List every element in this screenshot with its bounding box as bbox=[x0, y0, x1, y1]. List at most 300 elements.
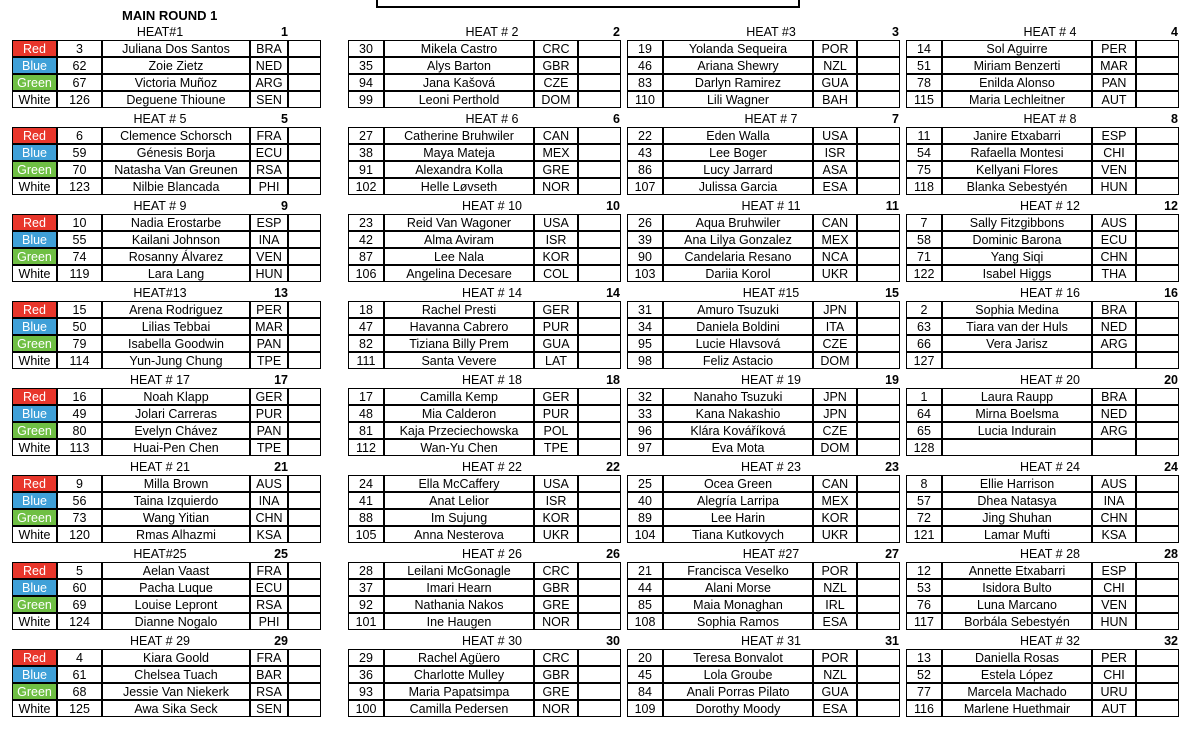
seed-number: 79 bbox=[57, 335, 102, 352]
heat-title: HEAT # 8 bbox=[1023, 112, 1077, 126]
seed-number: 104 bbox=[627, 526, 663, 543]
surfer-name: Jessie Van Niekerk bbox=[102, 683, 250, 700]
table-row bbox=[624, 614, 901, 631]
surfer-name: Laura Raupp bbox=[942, 388, 1092, 405]
country-code: PER bbox=[250, 301, 288, 318]
country-code: UKR bbox=[813, 265, 857, 282]
surfer-name: Nathania Nakos bbox=[384, 596, 534, 613]
country-code: ASA bbox=[813, 161, 857, 178]
table-row bbox=[624, 476, 901, 493]
jersey-color-label: Red bbox=[12, 649, 57, 666]
table-row bbox=[624, 667, 901, 684]
surfer-name: Anali Porras Pilato bbox=[663, 683, 813, 700]
table-row bbox=[345, 92, 622, 109]
country-code: DOM bbox=[813, 439, 857, 456]
seed-number: 54 bbox=[906, 144, 942, 161]
seed-number: 10 bbox=[57, 214, 102, 231]
country-code: CRC bbox=[534, 40, 578, 57]
surfer-name: Zoie Zietz bbox=[102, 57, 250, 74]
country-code: MEX bbox=[534, 144, 578, 161]
country-code: MEX bbox=[813, 231, 857, 248]
seed-number: 121 bbox=[906, 526, 942, 543]
country-code: INA bbox=[1092, 492, 1136, 509]
surfer-name: Mikela Castro bbox=[384, 40, 534, 57]
country-code: PAN bbox=[250, 335, 288, 352]
result-cell bbox=[288, 683, 321, 700]
heat-header bbox=[903, 546, 1180, 562]
heat-title: HEAT # 21 bbox=[130, 460, 190, 474]
heat-block bbox=[345, 546, 622, 633]
seed-number: 115 bbox=[906, 91, 942, 108]
seed-number: 34 bbox=[627, 318, 663, 335]
country-code: FRA bbox=[250, 127, 288, 144]
surfer-name: Ocea Green bbox=[663, 475, 813, 492]
result-cell bbox=[1136, 161, 1179, 178]
seed-number: 86 bbox=[627, 161, 663, 178]
jersey-color-label: White bbox=[12, 526, 57, 543]
jersey-color-label: Red bbox=[12, 562, 57, 579]
surfer-name: Lamar Mufti bbox=[942, 526, 1092, 543]
result-cell bbox=[578, 248, 621, 265]
heat-number: 16 bbox=[1164, 286, 1178, 300]
heat-number: 21 bbox=[274, 460, 288, 474]
surfer-name: Marlene Huethmair bbox=[942, 700, 1092, 717]
seed-number: 25 bbox=[627, 475, 663, 492]
result-cell bbox=[1136, 231, 1179, 248]
country-code: MEX bbox=[813, 492, 857, 509]
table-row bbox=[13, 266, 290, 283]
result-cell bbox=[578, 335, 621, 352]
result-cell bbox=[1136, 248, 1179, 265]
surfer-name: Francisca Veselko bbox=[663, 562, 813, 579]
heat-header bbox=[13, 546, 290, 562]
surfer-name: Kiara Goold bbox=[102, 649, 250, 666]
heat-header bbox=[13, 459, 290, 475]
seed-number: 19 bbox=[627, 40, 663, 57]
heat-block bbox=[345, 24, 622, 111]
jersey-color-label: Green bbox=[12, 509, 57, 526]
surfer-name: Tiziana Billy Prem bbox=[384, 335, 534, 352]
surfer-name: Yun-Jung Chung bbox=[102, 352, 250, 369]
surfer-name: Yang Siqi bbox=[942, 248, 1092, 265]
surfer-name: Aqua Bruhwiler bbox=[663, 214, 813, 231]
country-code: GRE bbox=[534, 596, 578, 613]
seed-number: 2 bbox=[906, 301, 942, 318]
country-code: ESP bbox=[1092, 562, 1136, 579]
surfer-name: Ellie Harrison bbox=[942, 475, 1092, 492]
surfer-name: Lee Harin bbox=[663, 509, 813, 526]
seed-number: 82 bbox=[348, 335, 384, 352]
result-cell bbox=[857, 265, 900, 282]
seed-number: 103 bbox=[627, 265, 663, 282]
seed-number: 98 bbox=[627, 352, 663, 369]
result-cell bbox=[578, 74, 621, 91]
heat-header bbox=[345, 459, 622, 475]
heat-title: HEAT # 28 bbox=[1020, 547, 1080, 561]
country-code: GBR bbox=[534, 666, 578, 683]
seed-number: 81 bbox=[348, 422, 384, 439]
surfer-name: Rmas Alhazmi bbox=[102, 526, 250, 543]
country-code: TPE bbox=[534, 439, 578, 456]
result-cell bbox=[1136, 352, 1179, 369]
surfer-name: Kaja Przeciechowska bbox=[384, 422, 534, 439]
heat-title: HEAT # 2 bbox=[465, 25, 519, 39]
heat-block bbox=[13, 285, 290, 372]
table-row bbox=[903, 232, 1180, 249]
result-cell bbox=[857, 214, 900, 231]
heat-title: HEAT # 22 bbox=[462, 460, 522, 474]
country-code: HUN bbox=[1092, 613, 1136, 630]
country-code: NCA bbox=[813, 248, 857, 265]
result-cell bbox=[578, 492, 621, 509]
surfer-name: Awa Sika Seck bbox=[102, 700, 250, 717]
surfer-name: Julissa Garcia bbox=[663, 178, 813, 195]
heat-header bbox=[345, 633, 622, 649]
table-row bbox=[903, 162, 1180, 179]
seed-number: 69 bbox=[57, 596, 102, 613]
result-cell bbox=[288, 405, 321, 422]
surfer-name: Lilias Tebbai bbox=[102, 318, 250, 335]
surfer-name: Nadia Erostarbe bbox=[102, 214, 250, 231]
seed-number: 99 bbox=[348, 91, 384, 108]
result-cell bbox=[857, 248, 900, 265]
seed-number: 9 bbox=[57, 475, 102, 492]
heat-block bbox=[345, 285, 622, 372]
table-row bbox=[345, 75, 622, 92]
country-code: ESP bbox=[250, 214, 288, 231]
table-row bbox=[13, 232, 290, 249]
heat-block bbox=[624, 198, 901, 285]
result-cell bbox=[1136, 509, 1179, 526]
table-row bbox=[903, 440, 1180, 457]
surfer-name: Deguene Thioune bbox=[102, 91, 250, 108]
result-cell bbox=[1136, 596, 1179, 613]
seed-number: 93 bbox=[348, 683, 384, 700]
surfer-name: Charlotte Mulley bbox=[384, 666, 534, 683]
surfer-name: Alegría Larripa bbox=[663, 492, 813, 509]
table-row bbox=[903, 128, 1180, 145]
table-row bbox=[624, 266, 901, 283]
table-row bbox=[624, 493, 901, 510]
table-row bbox=[624, 389, 901, 406]
heat-block bbox=[345, 198, 622, 285]
surfer-name: Maia Monaghan bbox=[663, 596, 813, 613]
country-code: IRL bbox=[813, 596, 857, 613]
jersey-color-label: Blue bbox=[12, 666, 57, 683]
surfer-name: Natasha Van Greunen bbox=[102, 161, 250, 178]
seed-number: 118 bbox=[906, 178, 942, 195]
surfer-name: Génesis Borja bbox=[102, 144, 250, 161]
result-cell bbox=[857, 562, 900, 579]
surfer-name: Feliz Astacio bbox=[663, 352, 813, 369]
table-row bbox=[345, 215, 622, 232]
country-code: JPN bbox=[813, 388, 857, 405]
seed-number: 117 bbox=[906, 613, 942, 630]
result-cell bbox=[578, 301, 621, 318]
table-row bbox=[624, 406, 901, 423]
country-code: SEN bbox=[250, 91, 288, 108]
country-code: GUA bbox=[813, 74, 857, 91]
heat-number: 32 bbox=[1164, 634, 1178, 648]
table-row bbox=[345, 580, 622, 597]
country-code: BAH bbox=[813, 91, 857, 108]
heat-header bbox=[903, 111, 1180, 127]
result-cell bbox=[1136, 579, 1179, 596]
jersey-color-label: White bbox=[12, 439, 57, 456]
result-cell bbox=[1136, 562, 1179, 579]
table-row bbox=[13, 215, 290, 232]
surfer-name: Kailani Johnson bbox=[102, 231, 250, 248]
result-cell bbox=[578, 388, 621, 405]
surfer-name: Dorothy Moody bbox=[663, 700, 813, 717]
seed-number: 123 bbox=[57, 178, 102, 195]
heat-title: HEAT #3 bbox=[746, 25, 796, 39]
table-row bbox=[13, 75, 290, 92]
table-row bbox=[903, 92, 1180, 109]
result-cell bbox=[578, 352, 621, 369]
jersey-color-label: Blue bbox=[12, 405, 57, 422]
seed-number: 27 bbox=[348, 127, 384, 144]
seed-number: 71 bbox=[906, 248, 942, 265]
country-code: RSA bbox=[250, 683, 288, 700]
country-code: ECU bbox=[250, 579, 288, 596]
heat-block bbox=[624, 372, 901, 459]
result-cell bbox=[1136, 683, 1179, 700]
surfer-name: Lee Boger bbox=[663, 144, 813, 161]
country-code: PER bbox=[1092, 649, 1136, 666]
country-code: HUN bbox=[250, 265, 288, 282]
country-code: ISR bbox=[813, 144, 857, 161]
surfer-name: Camilla Pedersen bbox=[384, 700, 534, 717]
surfer-name: Eva Mota bbox=[663, 439, 813, 456]
table-row bbox=[345, 614, 622, 631]
surfer-name: Lola Groube bbox=[663, 666, 813, 683]
country-code: ESA bbox=[813, 178, 857, 195]
surfer-name: Sally Fitzgibbons bbox=[942, 214, 1092, 231]
country-code: CZE bbox=[534, 74, 578, 91]
heat-header bbox=[624, 111, 901, 127]
table-row bbox=[345, 684, 622, 701]
jersey-color-label: White bbox=[12, 265, 57, 282]
surfer-name: Annette Etxabarri bbox=[942, 562, 1092, 579]
surfer-name: Ine Haugen bbox=[384, 613, 534, 630]
seed-number: 41 bbox=[348, 492, 384, 509]
country-code: NOR bbox=[534, 178, 578, 195]
country-code: CHI bbox=[1092, 579, 1136, 596]
surfer-name: Victoria Muñoz bbox=[102, 74, 250, 91]
heat-title: HEAT # 26 bbox=[462, 547, 522, 561]
seed-number: 28 bbox=[348, 562, 384, 579]
result-cell bbox=[1136, 57, 1179, 74]
seed-number: 116 bbox=[906, 700, 942, 717]
table-row bbox=[345, 179, 622, 196]
surfer-name: Dhea Natasya bbox=[942, 492, 1092, 509]
heat-number: 22 bbox=[606, 460, 620, 474]
surfer-name: Taina Izquierdo bbox=[102, 492, 250, 509]
heat-block bbox=[903, 111, 1180, 198]
result-cell bbox=[288, 127, 321, 144]
seed-number: 112 bbox=[348, 439, 384, 456]
country-code: GUA bbox=[534, 335, 578, 352]
seed-number: 73 bbox=[57, 509, 102, 526]
country-code: NOR bbox=[534, 613, 578, 630]
result-cell bbox=[578, 700, 621, 717]
seed-number: 65 bbox=[906, 422, 942, 439]
country-code: VEN bbox=[1092, 161, 1136, 178]
surfer-name: Milla Brown bbox=[102, 475, 250, 492]
seed-number: 75 bbox=[906, 161, 942, 178]
seed-number: 45 bbox=[627, 666, 663, 683]
heat-number: 26 bbox=[606, 547, 620, 561]
surfer-name: Dariia Korol bbox=[663, 265, 813, 282]
surfer-name: Enilda Alonso bbox=[942, 74, 1092, 91]
result-cell bbox=[857, 178, 900, 195]
country-code: RSA bbox=[250, 596, 288, 613]
seed-number: 83 bbox=[627, 74, 663, 91]
country-code bbox=[1092, 352, 1136, 369]
result-cell bbox=[857, 40, 900, 57]
table-row bbox=[345, 336, 622, 353]
country-code: JPN bbox=[813, 301, 857, 318]
heat-number: 14 bbox=[606, 286, 620, 300]
country-code: GER bbox=[250, 388, 288, 405]
seed-number: 100 bbox=[348, 700, 384, 717]
seed-number: 37 bbox=[348, 579, 384, 596]
country-code: SEN bbox=[250, 700, 288, 717]
seed-number: 94 bbox=[348, 74, 384, 91]
table-row bbox=[13, 58, 290, 75]
heat-number: 11 bbox=[885, 199, 899, 213]
heat-number: 20 bbox=[1164, 373, 1178, 387]
table-row bbox=[624, 162, 901, 179]
seed-number: 43 bbox=[627, 144, 663, 161]
result-cell bbox=[578, 683, 621, 700]
heat-title: HEAT # 32 bbox=[1020, 634, 1080, 648]
country-code: ESA bbox=[813, 613, 857, 630]
heat-number: 5 bbox=[281, 112, 288, 126]
seed-number: 14 bbox=[906, 40, 942, 57]
table-row bbox=[903, 701, 1180, 718]
seed-number: 3 bbox=[57, 40, 102, 57]
seed-number: 38 bbox=[348, 144, 384, 161]
result-cell bbox=[857, 318, 900, 335]
result-cell bbox=[578, 666, 621, 683]
result-cell bbox=[857, 509, 900, 526]
surfer-name: Wan-Yu Chen bbox=[384, 439, 534, 456]
heat-header bbox=[345, 372, 622, 388]
heat-grid bbox=[13, 24, 1178, 720]
jersey-color-label: Blue bbox=[12, 318, 57, 335]
country-code: GBR bbox=[534, 579, 578, 596]
country-code: GBR bbox=[534, 57, 578, 74]
heat-header bbox=[13, 111, 290, 127]
jersey-color-label: Green bbox=[12, 248, 57, 265]
table-row bbox=[345, 162, 622, 179]
table-row bbox=[13, 650, 290, 667]
heat-number: 9 bbox=[281, 199, 288, 213]
heat-header bbox=[624, 285, 901, 301]
seed-number: 52 bbox=[906, 666, 942, 683]
table-row bbox=[13, 701, 290, 718]
table-row bbox=[13, 92, 290, 109]
result-cell bbox=[1136, 178, 1179, 195]
country-code: LAT bbox=[534, 352, 578, 369]
country-code: COL bbox=[534, 265, 578, 282]
result-cell bbox=[1136, 492, 1179, 509]
surfer-name: Angelina Decesare bbox=[384, 265, 534, 282]
result-cell bbox=[857, 439, 900, 456]
seed-number: 6 bbox=[57, 127, 102, 144]
heat-number: 3 bbox=[892, 25, 899, 39]
country-code: UKR bbox=[813, 526, 857, 543]
result-cell bbox=[288, 596, 321, 613]
country-code: RSA bbox=[250, 161, 288, 178]
result-cell bbox=[857, 388, 900, 405]
result-cell bbox=[578, 231, 621, 248]
table-row bbox=[345, 389, 622, 406]
surfer-name bbox=[942, 352, 1092, 369]
table-row bbox=[903, 476, 1180, 493]
table-row bbox=[345, 353, 622, 370]
table-row bbox=[13, 389, 290, 406]
heat-number: 13 bbox=[274, 286, 288, 300]
result-cell bbox=[578, 57, 621, 74]
country-code: CZE bbox=[813, 422, 857, 439]
table-row bbox=[13, 440, 290, 457]
jersey-color-label: Green bbox=[12, 335, 57, 352]
table-row bbox=[345, 701, 622, 718]
seed-number: 16 bbox=[57, 388, 102, 405]
table-row bbox=[624, 701, 901, 718]
result-cell bbox=[857, 352, 900, 369]
heat-title: HEAT # 18 bbox=[462, 373, 522, 387]
surfer-name: Havanna Cabrero bbox=[384, 318, 534, 335]
heat-header bbox=[13, 24, 290, 40]
seed-number: 120 bbox=[57, 526, 102, 543]
surfer-name: Teresa Bonvalot bbox=[663, 649, 813, 666]
seed-number: 72 bbox=[906, 509, 942, 526]
surfer-name: Isabella Goodwin bbox=[102, 335, 250, 352]
country-code: GRE bbox=[534, 683, 578, 700]
heat-title: HEAT # 31 bbox=[741, 634, 801, 648]
result-cell bbox=[1136, 613, 1179, 630]
result-cell bbox=[288, 91, 321, 108]
table-row bbox=[13, 423, 290, 440]
result-cell bbox=[1136, 144, 1179, 161]
table-row bbox=[13, 145, 290, 162]
surfer-name: Imari Hearn bbox=[384, 579, 534, 596]
heat-title: HEAT # 23 bbox=[741, 460, 801, 474]
result-cell bbox=[578, 214, 621, 231]
result-cell bbox=[857, 700, 900, 717]
seed-number: 15 bbox=[57, 301, 102, 318]
heat-title: HEAT # 12 bbox=[1020, 199, 1080, 213]
result-cell bbox=[857, 666, 900, 683]
surfer-name: Anna Nesterova bbox=[384, 526, 534, 543]
heat-title: HEAT # 9 bbox=[133, 199, 187, 213]
result-cell bbox=[1136, 475, 1179, 492]
heat-number: 6 bbox=[613, 112, 620, 126]
seed-number: 113 bbox=[57, 439, 102, 456]
seed-number: 53 bbox=[906, 579, 942, 596]
table-row bbox=[624, 510, 901, 527]
heat-block bbox=[624, 459, 901, 546]
table-row bbox=[13, 493, 290, 510]
seed-number: 23 bbox=[348, 214, 384, 231]
table-row bbox=[13, 510, 290, 527]
result-cell bbox=[1136, 405, 1179, 422]
heat-block bbox=[903, 198, 1180, 285]
